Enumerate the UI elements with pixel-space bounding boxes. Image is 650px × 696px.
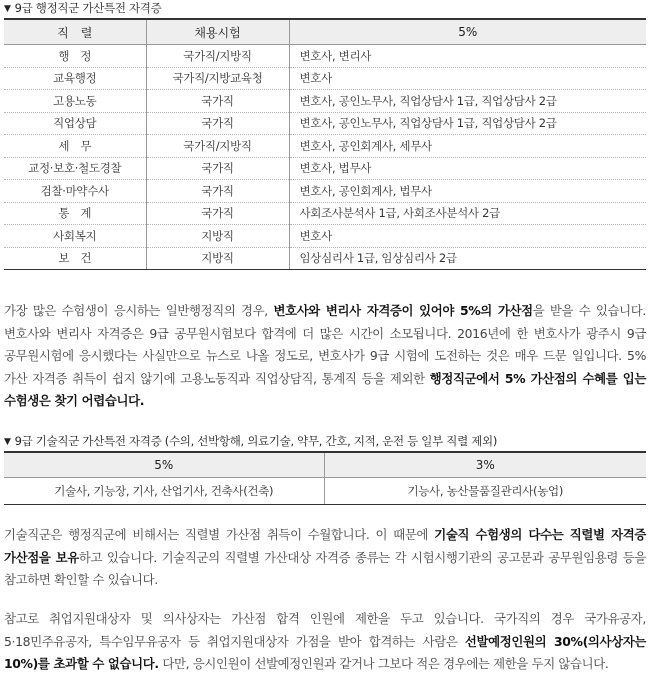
bold-text: 변호사와 변리사 자격증이 있어야 5%의 가산점 — [273, 303, 533, 318]
table-header-row — [4, 452, 646, 478]
table-row — [4, 135, 646, 158]
paragraph-admin: 가장 많은 수험생이 응시하는 일반행정직의 경우, 변호사와 변리사 자격증이 있어야 5%의 가산점을 받을 수 있습니다. 변호사와 변리사 자격증은 9급 공무원시험보다 합격에 더 많은 시간이 소모됩니다. 2016년에 한 변호사가 광주시 9급 공무원시험에 응시했다는 사실만으로 뉴스로 나올 정도로, 변호사가 9급 시험에 도전하는 것은 매우 드문 일입니다. 5% 가산 자격증 취득이 쉽지 않기에 고용노동직과 직업상담직, 통계직 등을 제외한 행정직군에서 5% 가산점의 수혜를 입는 수험생은 찾기 어렵습니다. — [4, 303, 647, 408]
cell-certs: 변호사 — [289, 67, 646, 90]
bold-text: 기술직 수험생의 다수는 직렬별 자격증 가산점을 보유 — [4, 527, 646, 565]
tech-bonus-table — [4, 451, 646, 505]
cell-3pct-certs: 기능사, 농산물품질관리사(농업) — [324, 478, 646, 505]
cell-series: 세 무 — [4, 135, 146, 158]
triangle-down-icon: ▼ — [4, 4, 11, 14]
cell-series: 교정·보호·철도경찰 — [4, 157, 146, 180]
cell-exam: 국가직 — [146, 90, 289, 113]
header-exam: 채용시험 — [146, 19, 289, 45]
table-header-row — [4, 19, 646, 45]
cell-series: 고용노동 — [4, 90, 146, 113]
admin-bonus-table — [4, 18, 646, 270]
cell-certs: 변호사, 변리사 — [289, 45, 646, 68]
cell-exam: 국가직 — [146, 202, 289, 225]
table-row — [4, 247, 646, 270]
cell-exam: 국가직 — [146, 157, 289, 180]
table-row — [4, 45, 646, 68]
table1-caption: ▼ 9급 행정직군 가산특전 자격증 — [4, 1, 162, 15]
table-row — [4, 90, 646, 113]
table-row — [4, 202, 646, 225]
bold-text: 행정직군에서 5% 가산점의 수혜를 입는 수험생은 찾기 어렵습니다. — [4, 370, 647, 408]
cell-exam: 지방직 — [146, 225, 289, 248]
table-row — [4, 225, 646, 248]
cell-5pct-certs: 기술사, 기능장, 기사, 산업기사, 건축사(건축) — [4, 478, 324, 505]
cell-certs: 변호사, 공인회계사, 세무사 — [289, 135, 646, 158]
cell-certs: 변호사, 공인노무사, 직업상담사 1급, 직업상담사 2급 — [289, 112, 646, 135]
table-row — [4, 67, 646, 90]
paragraph-tech: 기술직군은 행정직군에 비해서는 직렬별 가산점 취득이 수월합니다. 이 때문에 기술직 수험생의 다수는 직렬별 자격증 가산점을 보유하고 있습니다. 기술직군의 직렬별 가산대상 자격증 종류는 각 시험시행기관의 공고문과 공무원임용령 등을 참고하면 확인할 수 있습니다. — [4, 527, 646, 587]
cell-exam: 국가직 — [146, 180, 289, 203]
cell-series: 보 건 — [4, 247, 146, 270]
cell-certs: 변호사, 공인회계사, 법무사 — [289, 180, 646, 203]
cell-exam: 국가직/지방직 — [146, 45, 289, 68]
cell-exam: 국가직/지방직 — [146, 135, 289, 158]
cell-series: 사회복지 — [4, 225, 146, 248]
cell-series: 직업상담 — [4, 112, 146, 135]
table-row — [4, 112, 646, 135]
table-row — [4, 157, 646, 180]
table2-caption: ▼ 9급 기술직군 가산특전 자격증 (수의, 선박항해, 의료기술, 약무, 간호, 지적, 운전 등 일부 직렬 제외) — [4, 434, 498, 448]
cell-certs: 변호사 — [289, 225, 646, 248]
bold-text: 선발예정인원의 30%(의사상자는 10%)를 초과할 수 없습니다. — [4, 633, 646, 671]
triangle-down-icon: ▼ — [4, 437, 11, 447]
cell-certs: 임상심리사 1급, 임상심리사 2급 — [289, 247, 646, 270]
cell-series: 통 계 — [4, 202, 146, 225]
cell-certs: 사회조사분석사 1급, 사회조사분석사 2급 — [289, 202, 646, 225]
cell-exam: 국가직/지방교육청 — [146, 67, 289, 90]
header-5pct: 5% — [4, 452, 324, 478]
header-5pct: 5% — [289, 19, 646, 45]
table-row — [4, 180, 646, 203]
cell-certs: 변호사, 법무사 — [289, 157, 646, 180]
header-3pct: 3% — [324, 452, 646, 478]
cell-series: 검찰·마약수사 — [4, 180, 146, 203]
cell-exam: 지방직 — [146, 247, 289, 270]
table-row — [4, 478, 646, 505]
header-series: 직 렬 — [4, 19, 146, 45]
cell-series: 행 정 — [4, 45, 146, 68]
cell-certs: 변호사, 공인노무사, 직업상담사 1급, 직업상담사 2급 — [289, 90, 646, 113]
paragraph-note: 참고로 취업지원대상자 및 의사상자는 가산점 합격 인원에 제한을 두고 있습니다. 국가직의 경우 국가유공자, 5·18민주유공자, 특수임무유공자 등 취업지원대상자 가점을 받아 합격하는 사람은 선발예정인원의 30%(의사상자는 10%)를 초과할 수 없습니다. 다만, 응시인원이 선발예정인원과 같거나 그보다 적은 경우에는 제한을 두지 않습니다. — [4, 611, 646, 671]
cell-exam: 국가직 — [146, 112, 289, 135]
cell-series: 교육행정 — [4, 67, 146, 90]
